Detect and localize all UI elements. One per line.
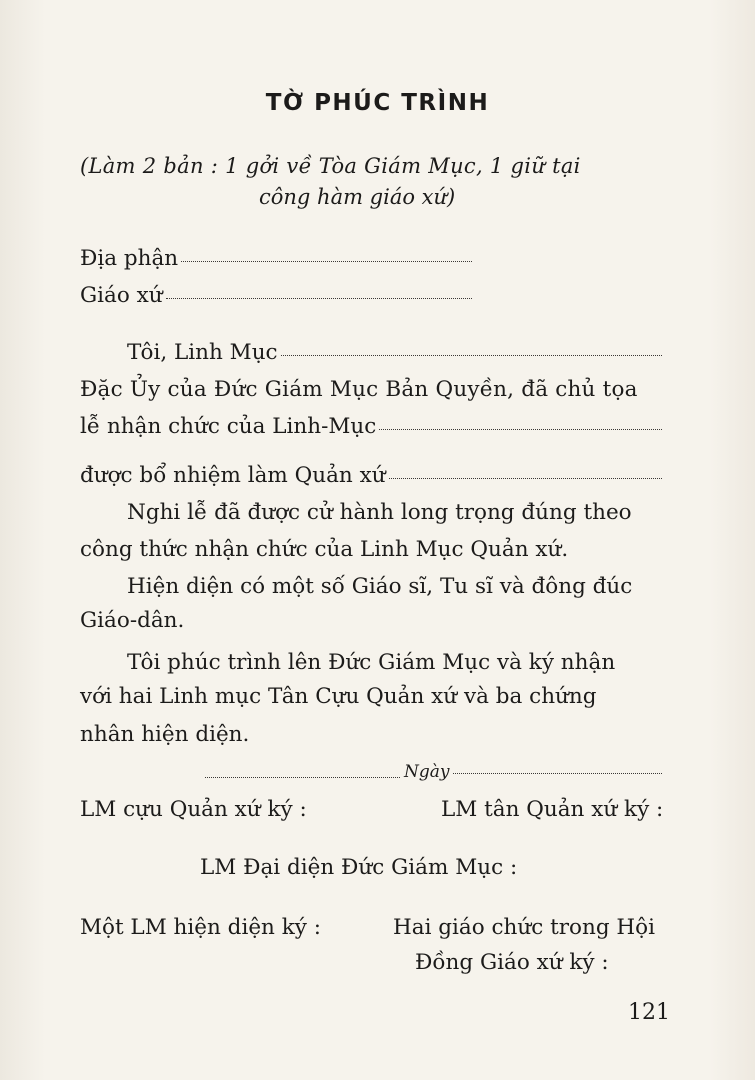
- ordained-priest-label: lễ nhận chức của Linh-Mục: [80, 414, 377, 439]
- body-line: với hai Linh mục Tân Cựu Quản xứ và ba chứng: [80, 684, 597, 709]
- date-row: [404, 759, 662, 785]
- field-giao-xu: [80, 283, 472, 309]
- signature-new-pastor: LM tân Quản xứ ký :: [441, 797, 664, 822]
- ordained-priest-blank: [379, 429, 662, 430]
- appointed-pastor-blank: [389, 478, 662, 479]
- date-label: Ngày: [404, 762, 450, 782]
- body-line: Tôi phúc trình lên Đức Giám Mục và ký nhận: [127, 650, 616, 675]
- date-blank: [453, 773, 663, 774]
- page-title: TỜ PHÚC TRÌNH: [265, 90, 490, 116]
- signature-old-pastor: LM cựu Quản xứ ký :: [80, 797, 307, 822]
- signature-council-line-1: Hai giáo chức trong Hội: [393, 915, 655, 940]
- field-dia-phan-blank: [181, 261, 472, 262]
- body-line: Đặc Ủy của Đức Giám Mục Bản Quyền, đã chủ tọa: [80, 377, 638, 402]
- body-line: Hiện diện có một số Giáo sĩ, Tu sĩ và đông đúc: [127, 574, 633, 599]
- body-line: Giáo-dân.: [80, 608, 185, 633]
- priest-name-blank: [281, 355, 662, 356]
- page-number: 121: [628, 1000, 670, 1025]
- instruction-line-1: (Làm 2 bản : 1 gởi về Tòa Giám Mục, 1 giữ tại: [80, 154, 581, 178]
- appointed-pastor-row: [80, 463, 662, 489]
- place-blank: [205, 777, 400, 778]
- field-dia-phan-label: Địa phận: [80, 246, 179, 271]
- priest-name-label: Tôi, Linh Mục: [127, 340, 278, 365]
- instruction-line-2: công hàm giáo xứ): [259, 185, 456, 209]
- body-line: công thức nhận chức của Linh Mục Quản xứ.: [80, 537, 569, 562]
- signature-bishop-representative: LM Đại diện Đức Giám Mục :: [200, 855, 518, 880]
- field-dia-phan: [80, 246, 472, 272]
- appointed-pastor-label: được bổ nhiệm làm Quản xứ: [80, 463, 386, 488]
- signature-priest-present: Một LM hiện diện ký :: [80, 915, 321, 940]
- body-line: Nghi lễ đã được cử hành long trọng đúng theo: [127, 500, 632, 525]
- field-giao-xu-label: Giáo xứ: [80, 283, 163, 308]
- signature-council-line-2: Đồng Giáo xứ ký :: [415, 950, 609, 975]
- body-line: nhân hiện diện.: [80, 722, 250, 747]
- field-giao-xu-blank: [166, 298, 472, 299]
- ordained-priest-row: [80, 414, 662, 440]
- priest-name-row: [127, 340, 662, 366]
